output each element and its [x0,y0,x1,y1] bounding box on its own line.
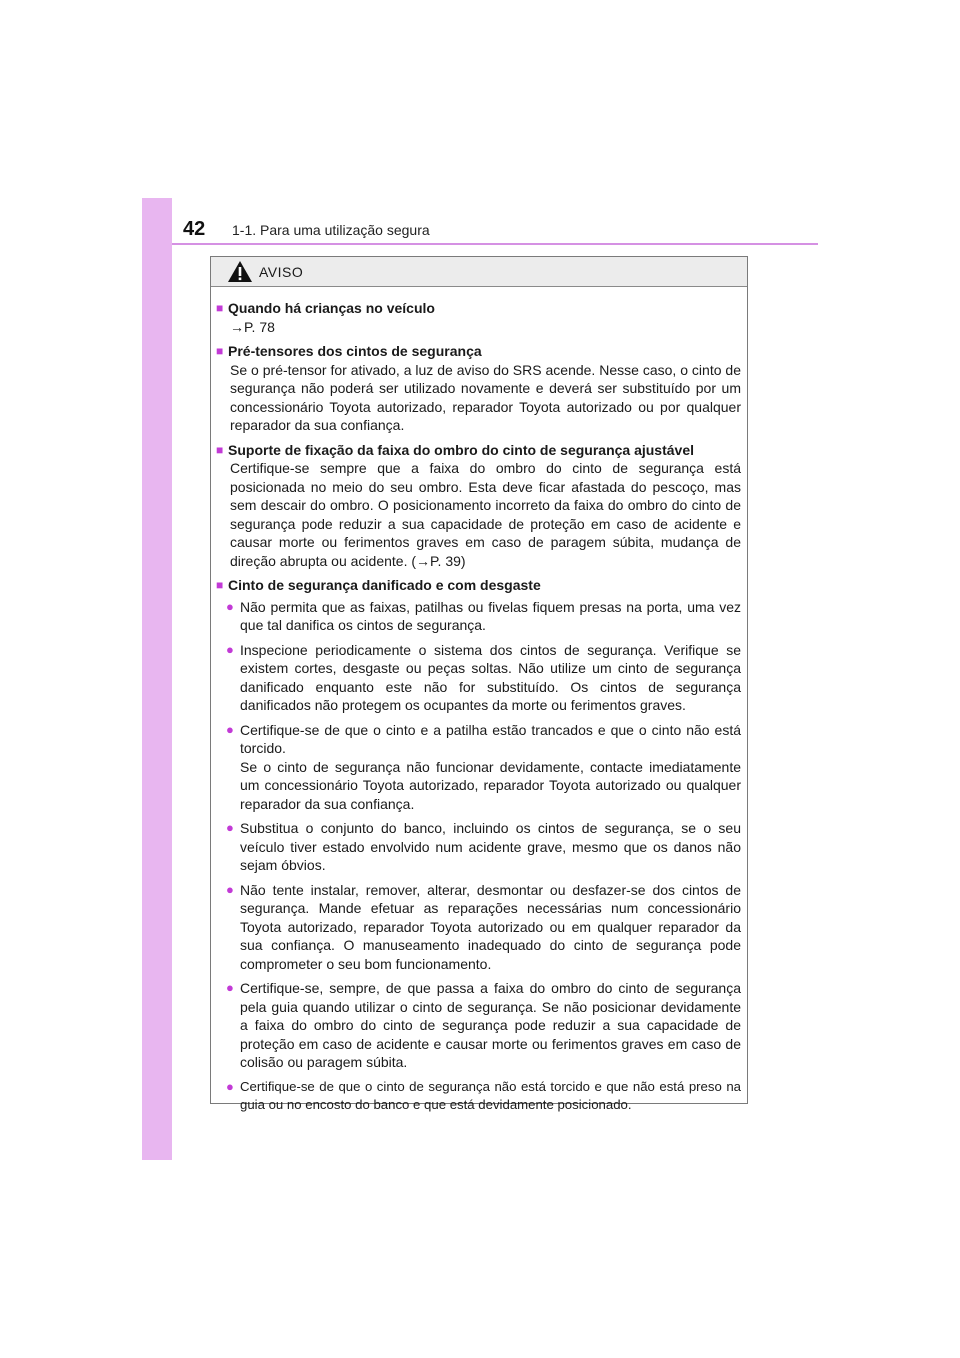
bullet-text: Não permita que as faixas, patilhas ou fivelas fiquem presas na porta, uma vez que tal danifica os cintos de segurança. [240,598,741,633]
warning-header [211,257,747,287]
header-divider [172,243,818,245]
side-tab-band [142,198,172,1160]
list-item [216,881,741,974]
page-number: 42 [183,218,206,240]
circle-bullet-icon: ● [226,980,234,995]
item-text: Certifique-se sempre que a faixa do ombro do cinto de segurança está posicionada no meio do seu ombro. Esta deve ficar afastada do pescoço, mas sem descair do ombro. O posicionamento incorreto da faixa do ombro do cinto de segurança pode reduzir a sua capacidade de proteção em caso de acidente e causar morte ou ferimentos graves em caso de paragem súbita, mudança de direção abrupta ou acidente. (→P. 39) [230,460,741,569]
bullet-text: Certifique-se, sempre, de que passa a faixa do ombro do cinto de segurança pela guia quando utilizar o cinto de segurança. Se não posicionar devidamente a faixa do ombro do cinto de segurança pode reduzir a sua capacidade de proteção em caso de acidente e causar morte ou ferimentos graves em caso de colisão ou paragem súbita. [240,980,741,1070]
warning-box [210,256,748,1112]
item-heading: Pré-tensores dos cintos de segurança [228,343,482,359]
warning-label: AVISO [259,263,304,280]
list-item [216,819,741,875]
warning-item [216,441,741,571]
circle-bullet-icon: ● [226,721,234,737]
bullet-text: Inspecione periodicamente o sistema dos cintos de segurança. Verifique se existem cortes, desgaste ou peças soltas. Não utilize um cinto de segurança danificado enquanto este não for substituído. Os cintos de segurança danificados não protegem os ocupantes da morte ou ferimentos graves. [240,641,741,713]
list-item [216,641,741,715]
square-bullet-icon: ■ [216,578,224,592]
circle-bullet-icon: ● [226,881,234,897]
circle-bullet-icon: ● [226,820,234,835]
item-text: →P. 78 [230,318,275,335]
bullet-text: Substitua o conjunto do banco, incluindo os cintos de segurança, se o seu veículo tiver estado envolvido num acidente grave, mesmo que os danos não sejam óbvios. [240,820,741,873]
item-heading: Cinto de segurança danificado e com desgaste [228,577,541,593]
warning-triangle-icon [227,260,253,283]
warning-item [216,299,741,336]
warning-item [216,342,741,435]
list-item [216,721,741,814]
circle-bullet-icon: ● [226,1078,234,1094]
warning-item [216,576,741,1115]
item-heading: Suporte de fixação da faixa do ombro do cinto de segurança ajustável [228,441,695,458]
item-heading: Quando há crianças no veículo [228,300,435,316]
square-bullet-icon: ■ [216,344,224,358]
bullet-text: Certifique-se de que o cinto de segurança não está torcido e que não está preso na guia ou no encosto do banco e que está devidamente posicionado. [240,1078,741,1112]
list-item [216,979,741,1072]
square-bullet-icon: ■ [216,301,224,315]
square-bullet-icon: ■ [216,442,224,457]
circle-bullet-icon: ● [226,641,234,657]
circle-bullet-icon: ● [226,598,234,614]
list-item [216,598,741,635]
item-text: Se o pré-tensor for ativado, a luz de aviso do SRS acende. Nesse caso, o cinto de segurança não poderá ser utilizado novamente e deverá ser substituído por um concessionário Toyota autorizado, reparador Toyota autorizado ou por qualquer reparador da sua confiança. [230,361,741,433]
bullet-text: Não tente instalar, remover, alterar, desmontar ou desfazer-se dos cintos de segurança. Mande efetuar as reparações necessárias num concessionário Toyota autorizado, reparador Toyota autorizado ou em qualquer reparador da sua confiança. O manuseamento inadequado do cinto de segurança pode comprometer o seu bom funcionamento. [240,881,741,972]
section-title: 1-1. Para uma utilização segura [232,222,430,238]
list-item [216,1078,741,1115]
warning-body [211,287,747,1115]
bullet-text: Certifique-se de que o cinto e a patilha estão trancados e que o cinto não está torcido. Se o cinto de segurança não funcionar devidamente, contacte imediatamente um concessionário Toyota autorizado, reparador Toyota autorizado ou qualquer reparador da sua confiança. [240,721,741,812]
